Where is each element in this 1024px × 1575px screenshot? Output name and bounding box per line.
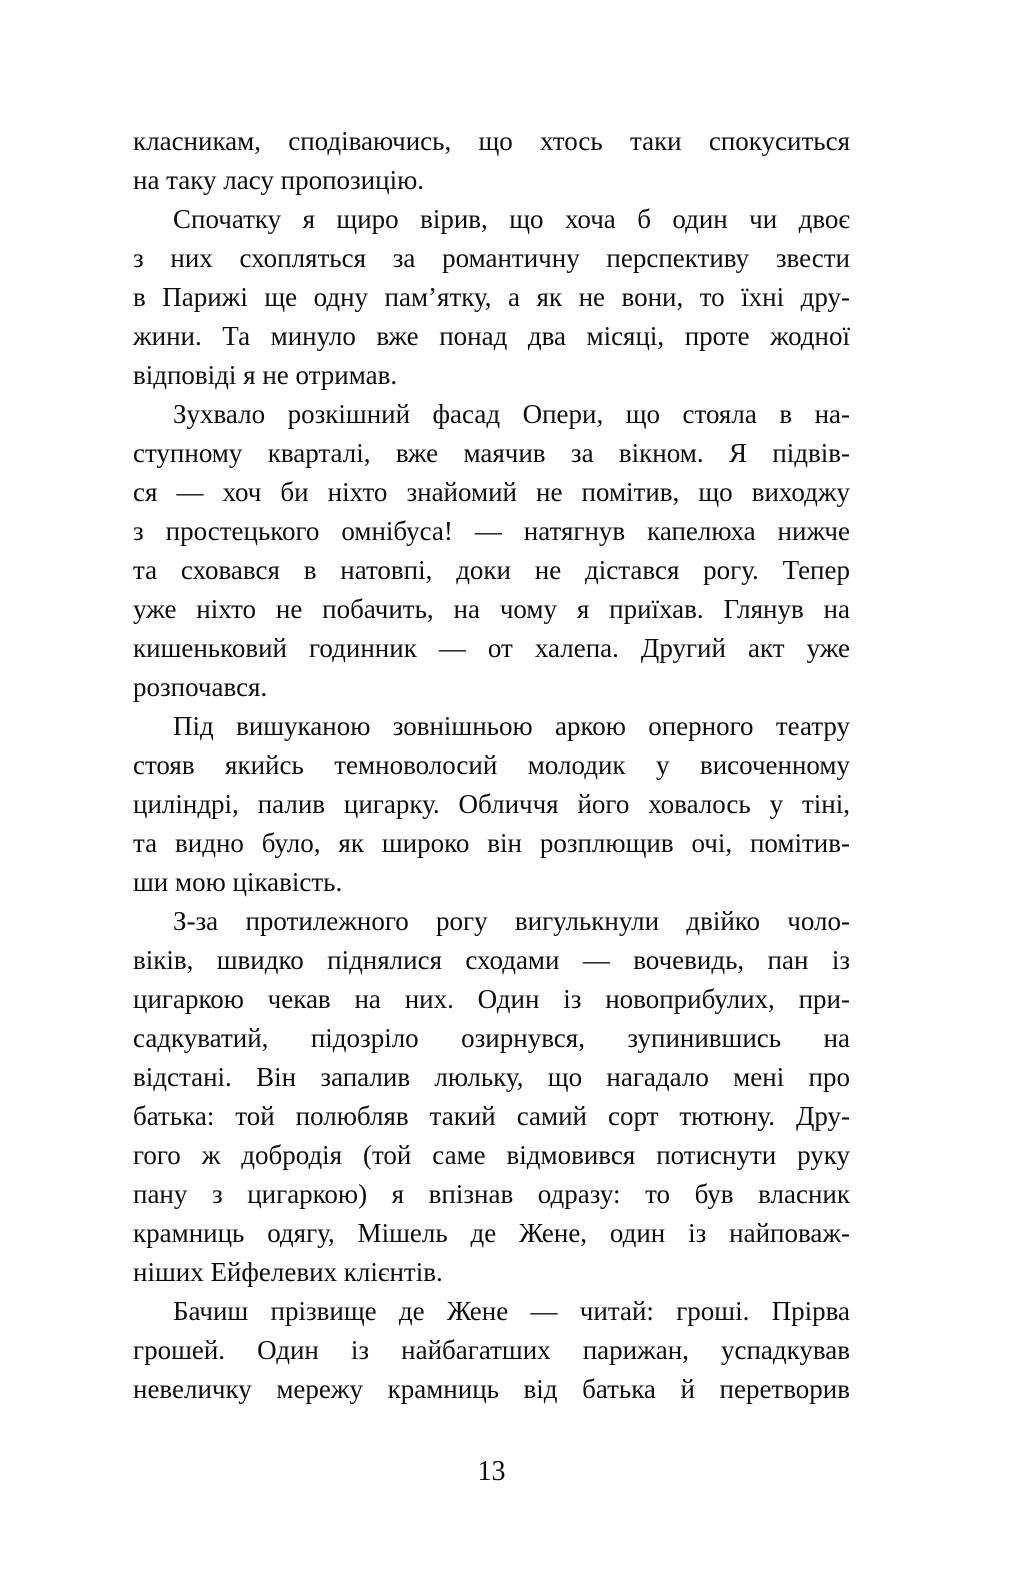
text-line: гого ж добродія (той саме відмовився потиснути руку bbox=[133, 1140, 850, 1170]
text-line: Під вишуканою зовнішньою аркою оперного театру bbox=[173, 711, 850, 741]
text-line: крамниць одягу, Мішель де Жене, один із найповаж- bbox=[133, 1218, 850, 1248]
text-line: та сховався в натовпі, доки не дістався рогу. Тепер bbox=[133, 555, 850, 585]
text-line: жини. Та минуло вже понад два місяці, проте жодної bbox=[133, 321, 850, 351]
text-line: відстані. Він запалив люльку, що нагадало мені про bbox=[133, 1062, 850, 1092]
text-line: з них схопляться за романтичну перспективу звести bbox=[133, 243, 850, 273]
text-line: Зухвало розкішний фасад Опери, що стояла в на- bbox=[173, 399, 850, 429]
page-text bbox=[133, 122, 850, 1409]
text-line: пану з цигаркою) я впізнав одразу: то був власник bbox=[133, 1179, 850, 1209]
text-line: на таку ласу пропозицію. bbox=[133, 165, 425, 195]
text-line: кишеньковий годинник — от халепа. Другий акт уже bbox=[133, 633, 850, 663]
text-line: цигаркою чекав на них. Один із новоприбулих, при- bbox=[133, 984, 850, 1014]
text-line: стояв якийсь темноволосий молодик у височенному bbox=[133, 750, 850, 780]
text-line: циліндрі, палив цигарку. Обличчя його ховалось у тіні, bbox=[133, 789, 850, 819]
text-line: розпочався. bbox=[133, 672, 268, 702]
text-line: віків, швидко піднялися сходами — вочевидь, пан із bbox=[133, 945, 850, 975]
paragraph bbox=[133, 902, 850, 1292]
page-number: 13 bbox=[477, 1456, 506, 1487]
text-line: ся — хоч би ніхто знайомий не помітив, що виходжу bbox=[133, 477, 850, 507]
text-line: в Парижі ще одну пам’ятку, а як не вони, то їхні дру- bbox=[133, 282, 850, 312]
paragraph bbox=[133, 395, 850, 707]
text-line: ступному кварталі, вже маячив за вікном. Я підвів- bbox=[133, 438, 850, 468]
paragraph bbox=[133, 200, 850, 395]
text-line: батька: той полюбляв такий самий сорт тютюну. Дру- bbox=[133, 1101, 850, 1131]
text-line: З-за протилежного рогу вигулькнули двійко чоло- bbox=[173, 906, 850, 936]
text-line: грошей. Один із найбагатших парижан, успадкував bbox=[133, 1335, 850, 1365]
text-line: уже ніхто не побачить, на чому я приїхав. Глянув на bbox=[133, 594, 850, 624]
text-line: невеличку мережу крамниць від батька й перетворив bbox=[133, 1374, 850, 1404]
text-line: Бачиш прізвище де Жене — читай: гроші. Прірва bbox=[173, 1296, 850, 1326]
text-line: садкуватий, підозріло озирнувся, зупинившись на bbox=[133, 1023, 850, 1053]
paragraph bbox=[133, 122, 850, 200]
text-line: ніших Ейфелевих клієнтів. bbox=[133, 1257, 443, 1287]
text-line: Спочатку я щиро вірив, що хоча б один чи двоє bbox=[173, 204, 850, 234]
text-line: класникам, сподіваючись, що хтось таки спокуситься bbox=[133, 126, 850, 156]
text-line: та видно було, як широко він розплющив очі, помітив- bbox=[133, 828, 850, 858]
paragraph bbox=[133, 707, 850, 902]
text-line: з простецького омнібуса! — натягнув капелюха нижче bbox=[133, 516, 850, 546]
text-line: відповіді я не отримав. bbox=[133, 360, 398, 390]
paragraph bbox=[133, 1292, 850, 1409]
text-line: ши мою цікавість. bbox=[133, 867, 343, 897]
